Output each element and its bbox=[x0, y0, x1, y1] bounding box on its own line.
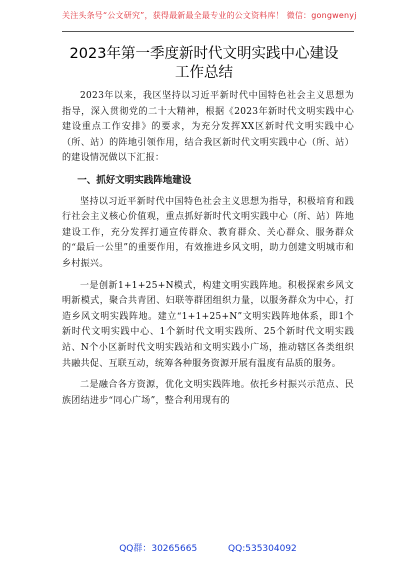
header-note: 关注头条号“公文研究”，获得最新最全最专业的公文资料库！ 微信：gongwenyj bbox=[62, 11, 357, 20]
document-title bbox=[50, 45, 358, 83]
intro-paragraph: 2023年以来，我区坚持以习近平新时代中国特色社会主义思想为指导，深入贯彻党的二十大精神，根据《2023年新时代文明实践中心建设重点工作安排》的要求，为充分发挥XX区新时代文明实践中心（所、站）的阵地引领作用，结合我区新时代文明实践中心（所、站）的建设情况做以下汇报： bbox=[62, 91, 354, 164]
body-paragraph-3: 二是融合各方资源，优化文明实践阵地。依托乡村振兴示范点、民族团结进步“同心广场”，整合利用现有的 bbox=[62, 380, 354, 406]
document-body bbox=[62, 89, 354, 415]
footer-qq-group: QQ群：30265665 bbox=[119, 544, 198, 554]
document-title-line-2: 工作总结 bbox=[175, 65, 233, 81]
footer bbox=[62, 541, 354, 554]
header-divider bbox=[62, 31, 354, 32]
section-heading: 一、抓好文明实践阵地建设 bbox=[77, 174, 192, 186]
body-paragraph-1: 坚持以习近平新时代中国特色社会主义思想为指导，积极培育和践行社会主义核心价值观，重点抓好新时代文明实践中心（所、站）阵地建设工作，充分发挥打通宣传群众、教育群众、关心群众、服务群众的“最后一公里”的重要作用，有效推进乡风文明，助力创建文明城市和乡村振兴。 bbox=[62, 196, 354, 269]
footer-qq: QQ:535304092 bbox=[228, 544, 297, 554]
body-paragraph-2: 一是创新1+1+25+N模式，构建文明实践阵地。积极探索乡风文明新模式，聚合共青团、妇联等群团组织力量，以服务群众为中心，打造乡风文明实践阵地。建立“1+1+25+N”文明实践阵地体系，即1个新时代文明实践中心、1个新时代文明实践所、25个新时代文明实践站、N个小区新时代文明实践站和文明实践小广场，推动辖区各类组织共融共促、互联互动，统筹各种服务资源开展有温度有品质的服务。 bbox=[62, 280, 354, 369]
document-title-line-1: 2023年第一季度新时代文明实践中心建设 bbox=[69, 46, 339, 62]
